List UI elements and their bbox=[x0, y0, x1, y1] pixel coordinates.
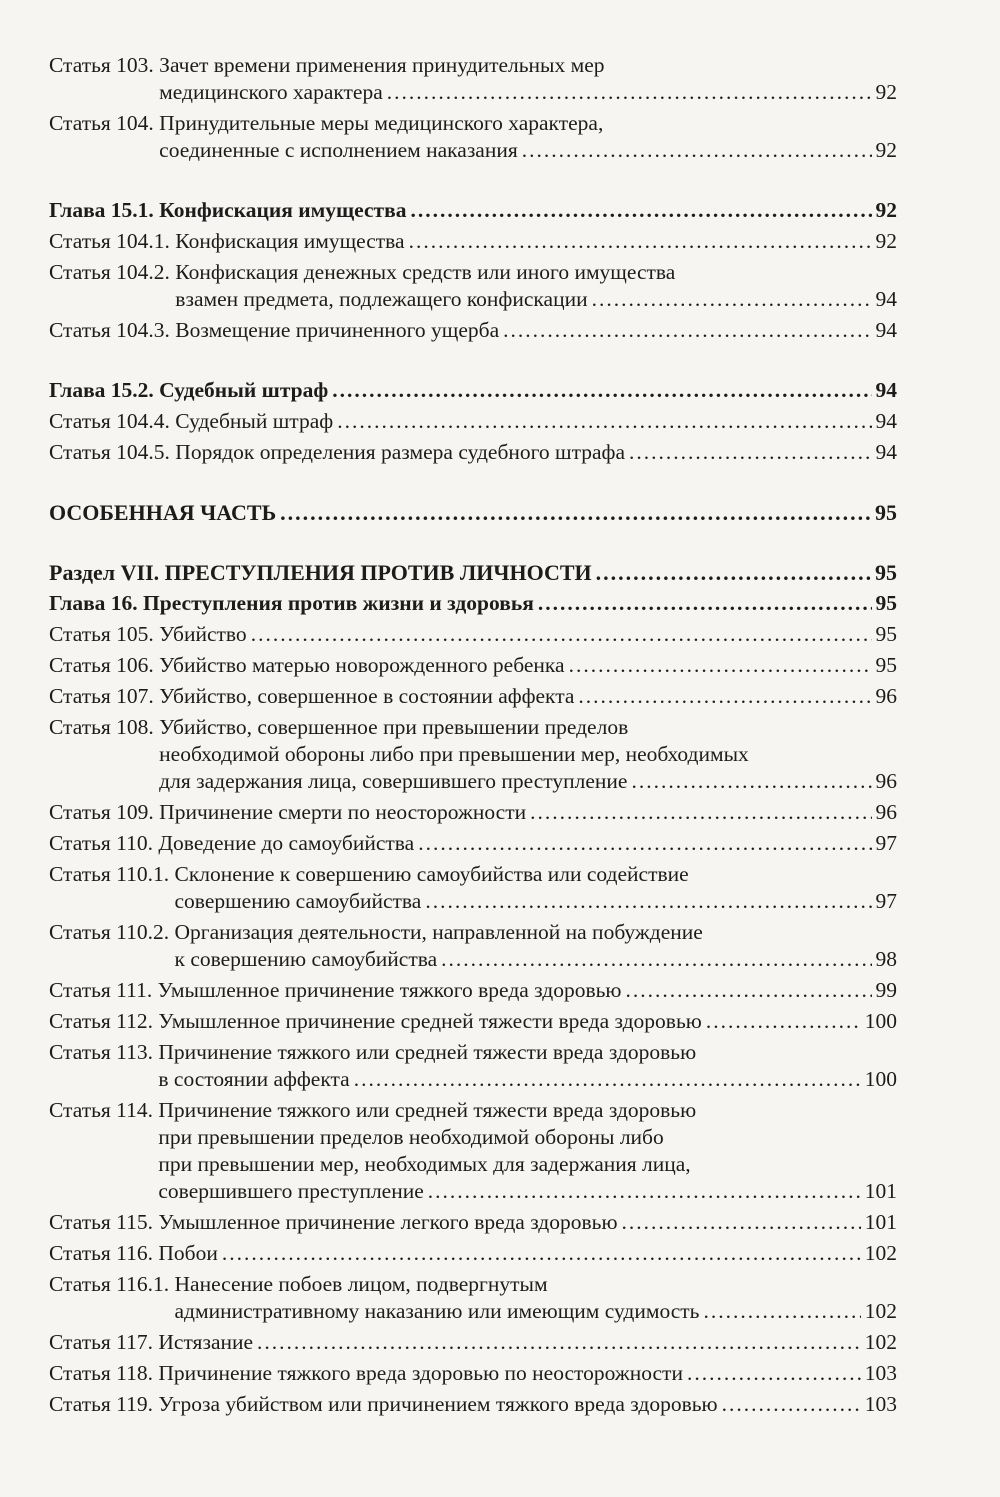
dot-leader bbox=[280, 499, 871, 526]
entry-title-line: в состоянии аффекта bbox=[158, 1067, 350, 1091]
article-label: Статья 110.2. bbox=[49, 920, 175, 944]
article-label: Статья 112. bbox=[49, 1009, 159, 1033]
toc-entry-article bbox=[49, 1008, 897, 1035]
dot-leader bbox=[222, 1240, 861, 1267]
toc-entry-chapter bbox=[49, 377, 897, 404]
dot-leader bbox=[578, 683, 871, 710]
dot-leader bbox=[596, 559, 871, 586]
article-label: Статья 106. bbox=[49, 653, 160, 677]
page-number: 94 bbox=[875, 318, 897, 342]
toc-entry-article bbox=[49, 1271, 897, 1325]
entry-title-line: совершившего преступление bbox=[158, 1179, 424, 1203]
entry-title-line: Истязание bbox=[158, 1330, 254, 1354]
article-label: Статья 118. bbox=[49, 1361, 159, 1385]
entry-title bbox=[49, 377, 897, 404]
entry-title-line: для задержания лица, совершившего преступление bbox=[159, 769, 628, 793]
entry-title bbox=[158, 1329, 897, 1356]
article-label: Статья 111. bbox=[49, 978, 158, 1002]
toc-entry-article bbox=[49, 439, 897, 466]
entry-title bbox=[158, 1097, 897, 1205]
dot-leader bbox=[626, 977, 872, 1004]
entry-title bbox=[158, 1360, 897, 1387]
dot-leader bbox=[629, 439, 871, 466]
dot-leader bbox=[387, 79, 872, 106]
page-number: 95 bbox=[875, 500, 897, 525]
entry-title bbox=[49, 499, 897, 526]
entry-title-line: Доведение до самоубийства bbox=[158, 831, 415, 855]
toc-entry-article bbox=[49, 1360, 897, 1387]
entry-title-line: при превышении пределов необходимой обороны либо bbox=[158, 1125, 664, 1149]
entry-title-line: Нанесение побоев лицом, подвергнутым bbox=[174, 1272, 548, 1296]
article-label: Статья 119. bbox=[49, 1392, 159, 1416]
page-number: 98 bbox=[875, 947, 897, 971]
entry-title bbox=[158, 977, 897, 1004]
entry-title-line: Глава 15.2. Судебный штраф bbox=[49, 378, 329, 402]
page-number: 96 bbox=[875, 769, 897, 793]
entry-title bbox=[158, 1240, 897, 1267]
dot-leader bbox=[354, 1066, 861, 1093]
toc-entry-article bbox=[49, 110, 897, 164]
toc-entry-article bbox=[49, 1097, 897, 1205]
entry-title bbox=[159, 621, 897, 648]
page-number: 95 bbox=[875, 560, 897, 585]
page-number: 101 bbox=[864, 1179, 897, 1203]
article-label: Статья 107. bbox=[49, 684, 160, 708]
entry-title bbox=[159, 52, 897, 106]
dot-leader bbox=[410, 197, 871, 224]
entry-title-line: медицинского характера bbox=[159, 80, 383, 104]
article-label: Статья 114. bbox=[49, 1098, 159, 1122]
dot-leader bbox=[706, 1008, 861, 1035]
page-number: 95 bbox=[875, 622, 897, 646]
entry-title-line: Причинение смерти по неосторожности bbox=[159, 800, 527, 824]
article-label: Статья 110. bbox=[49, 831, 159, 855]
article-label: Статья 115. bbox=[49, 1210, 159, 1234]
dot-leader bbox=[425, 888, 871, 915]
entry-title bbox=[159, 799, 897, 826]
dot-leader bbox=[441, 946, 871, 973]
entry-title-line: Умышленное причинение легкого вреда здоровью bbox=[158, 1210, 618, 1234]
toc-entry-article bbox=[49, 977, 897, 1004]
table-of-contents bbox=[49, 48, 897, 1418]
page-number: 96 bbox=[875, 800, 897, 824]
page-number: 92 bbox=[875, 138, 897, 162]
entry-title-line: Склонение к совершению самоубийства или содействие bbox=[174, 862, 689, 886]
entry-title bbox=[158, 1039, 897, 1093]
entry-title-line: Побои bbox=[158, 1241, 218, 1265]
dot-leader bbox=[409, 228, 872, 255]
entry-title-line: Возмещение причиненного ущерба bbox=[175, 318, 500, 342]
page-number: 92 bbox=[875, 80, 897, 104]
entry-title bbox=[49, 559, 897, 586]
toc-entry-article bbox=[49, 408, 897, 435]
dot-leader bbox=[703, 1298, 860, 1325]
entry-title-line: Причинение тяжкого вреда здоровью по неосторожности bbox=[158, 1361, 683, 1385]
entry-title bbox=[175, 317, 897, 344]
toc-entry-article bbox=[49, 1039, 897, 1093]
entry-title-line: Зачет времени применения принудительных мер bbox=[159, 53, 605, 77]
article-label: Статья 105. bbox=[49, 622, 160, 646]
article-label: Статья 104.5. bbox=[49, 440, 176, 464]
page-number: 92 bbox=[875, 198, 897, 222]
toc-entry-section bbox=[49, 559, 897, 586]
entry-title-line: ОСОБЕННАЯ ЧАСТЬ bbox=[49, 500, 277, 525]
article-label: Статья 103. bbox=[49, 53, 160, 77]
dot-leader bbox=[522, 137, 872, 164]
toc-entry-article bbox=[49, 317, 897, 344]
page-number: 99 bbox=[875, 978, 897, 1002]
page-number: 97 bbox=[875, 831, 897, 855]
dot-leader bbox=[251, 621, 872, 648]
entry-title bbox=[175, 919, 898, 973]
toc-entry-article bbox=[49, 228, 897, 255]
page-number: 94 bbox=[875, 287, 897, 311]
page-number: 94 bbox=[875, 409, 897, 433]
dot-leader bbox=[428, 1178, 861, 1205]
toc-entry-article bbox=[49, 652, 897, 679]
entry-title-line: Причинение тяжкого или средней тяжести вреда здоровью bbox=[158, 1098, 697, 1122]
page-number: 95 bbox=[875, 653, 897, 677]
entry-title-line: Убийство, совершенное при превышении пределов bbox=[159, 715, 629, 739]
entry-title bbox=[158, 830, 897, 857]
page-number: 96 bbox=[875, 684, 897, 708]
dot-leader bbox=[631, 768, 871, 795]
toc-entry-article bbox=[49, 714, 897, 795]
entry-title-line: Убийство матерью новорожденного ребенка bbox=[159, 653, 565, 677]
article-label: Статья 104. bbox=[49, 111, 160, 135]
page-number: 100 bbox=[864, 1067, 897, 1091]
entry-title bbox=[158, 1209, 897, 1236]
entry-title-line: Конфискация денежных средств или иного имущества bbox=[175, 260, 676, 284]
article-label: Статья 108. bbox=[49, 715, 160, 739]
article-label: Статья 117. bbox=[49, 1330, 159, 1354]
toc-entry-article bbox=[49, 799, 897, 826]
entry-title-line: Убийство bbox=[159, 622, 247, 646]
entry-title-line: совершению самоубийства bbox=[174, 889, 422, 913]
article-label: Статья 110.1. bbox=[49, 862, 175, 886]
article-label: Статья 104.1. bbox=[49, 229, 176, 253]
article-label: Статья 104.2. bbox=[49, 260, 176, 284]
toc-entry-article bbox=[49, 621, 897, 648]
page-number: 102 bbox=[864, 1241, 897, 1265]
entry-title bbox=[158, 1391, 897, 1418]
entry-title-line: Организация деятельности, направленной на побуждение bbox=[174, 920, 703, 944]
page-number: 102 bbox=[864, 1299, 897, 1323]
entry-title-line: Умышленное причинение средней тяжести вреда здоровью bbox=[158, 1009, 702, 1033]
article-label: Статья 116.1. bbox=[49, 1272, 175, 1296]
dot-leader bbox=[569, 652, 872, 679]
entry-title-line: Порядок определения размера судебного штрафа bbox=[175, 440, 626, 464]
entry-title bbox=[175, 228, 897, 255]
entry-title bbox=[158, 1008, 897, 1035]
article-label: Статья 104.3. bbox=[49, 318, 176, 342]
entry-title-line: Причинение тяжкого или средней тяжести вреда здоровью bbox=[158, 1040, 697, 1064]
page-number: 94 bbox=[875, 440, 897, 464]
page-number: 103 bbox=[864, 1361, 897, 1385]
dot-leader bbox=[503, 317, 871, 344]
toc-entry-article bbox=[49, 259, 897, 313]
entry-title-line: Угроза убийством или причинением тяжкого вреда здоровью bbox=[158, 1392, 718, 1416]
entry-title-line: Судебный штраф bbox=[175, 409, 334, 433]
article-label: Статья 104.4. bbox=[49, 409, 176, 433]
entry-title bbox=[159, 714, 897, 795]
page-number: 94 bbox=[875, 378, 897, 402]
toc-entry-chapter bbox=[49, 590, 897, 617]
article-label: Статья 113. bbox=[49, 1040, 159, 1064]
toc-entry-article bbox=[49, 1209, 897, 1236]
dot-leader bbox=[687, 1360, 861, 1387]
page-number: 102 bbox=[864, 1330, 897, 1354]
toc-entry-article bbox=[49, 919, 897, 973]
entry-title bbox=[175, 439, 897, 466]
dot-leader bbox=[530, 799, 871, 826]
article-label: Статья 116. bbox=[49, 1241, 159, 1265]
page-number: 103 bbox=[864, 1392, 897, 1416]
entry-title bbox=[175, 861, 898, 915]
dot-leader bbox=[538, 590, 872, 617]
page-number: 101 bbox=[864, 1210, 897, 1234]
article-label: Статья 109. bbox=[49, 800, 160, 824]
entry-title-line: Конфискация имущества bbox=[175, 229, 405, 253]
entry-title bbox=[175, 408, 897, 435]
toc-entry-article bbox=[49, 683, 897, 710]
toc-entry-chapter bbox=[49, 197, 897, 224]
page-number: 97 bbox=[875, 889, 897, 913]
entry-title-line: Убийство, совершенное в состоянии аффекта bbox=[159, 684, 575, 708]
toc-entry-article bbox=[49, 52, 897, 106]
page-number: 95 bbox=[875, 591, 897, 615]
toc-entry-article bbox=[49, 1391, 897, 1418]
entry-title-line: Глава 15.1. Конфискация имущества bbox=[49, 198, 407, 222]
dot-leader bbox=[337, 408, 871, 435]
toc-entry-article bbox=[49, 1329, 897, 1356]
entry-title-line: Принудительные меры медицинского характера, bbox=[159, 111, 604, 135]
entry-title bbox=[159, 652, 897, 679]
toc-entry-major bbox=[49, 499, 897, 526]
entry-title-line: необходимой обороны либо при превышении мер, необходимых bbox=[159, 742, 749, 766]
dot-leader bbox=[622, 1209, 861, 1236]
dot-leader bbox=[418, 830, 871, 857]
entry-title bbox=[159, 683, 897, 710]
toc-entry-article bbox=[49, 830, 897, 857]
dot-leader bbox=[592, 286, 872, 313]
page-number: 100 bbox=[864, 1009, 897, 1033]
entry-title bbox=[159, 110, 897, 164]
dot-leader bbox=[257, 1329, 861, 1356]
toc-entry-article bbox=[49, 1240, 897, 1267]
entry-title bbox=[175, 259, 897, 313]
dot-leader bbox=[332, 377, 871, 404]
entry-title-line: взамен предмета, подлежащего конфискации bbox=[175, 287, 588, 311]
entry-title-line: при превышении мер, необходимых для задержания лица, bbox=[158, 1152, 691, 1176]
dot-leader bbox=[722, 1391, 861, 1418]
entry-title bbox=[49, 590, 897, 617]
entry-title-line: соединенные с исполнением наказания bbox=[159, 138, 518, 162]
entry-title bbox=[175, 1271, 898, 1325]
toc-entry-article bbox=[49, 861, 897, 915]
entry-title-line: административному наказанию или имеющим судимость bbox=[174, 1299, 700, 1323]
page-number: 92 bbox=[875, 229, 897, 253]
entry-title-line: Умышленное причинение тяжкого вреда здоровью bbox=[157, 978, 622, 1002]
entry-title bbox=[49, 197, 897, 224]
entry-title-line: Раздел VII. ПРЕСТУПЛЕНИЯ ПРОТИВ ЛИЧНОСТИ bbox=[49, 560, 592, 585]
entry-title-line: Глава 16. Преступления против жизни и здоровья bbox=[49, 591, 534, 615]
entry-title-line: к совершению самоубийства bbox=[174, 947, 438, 971]
